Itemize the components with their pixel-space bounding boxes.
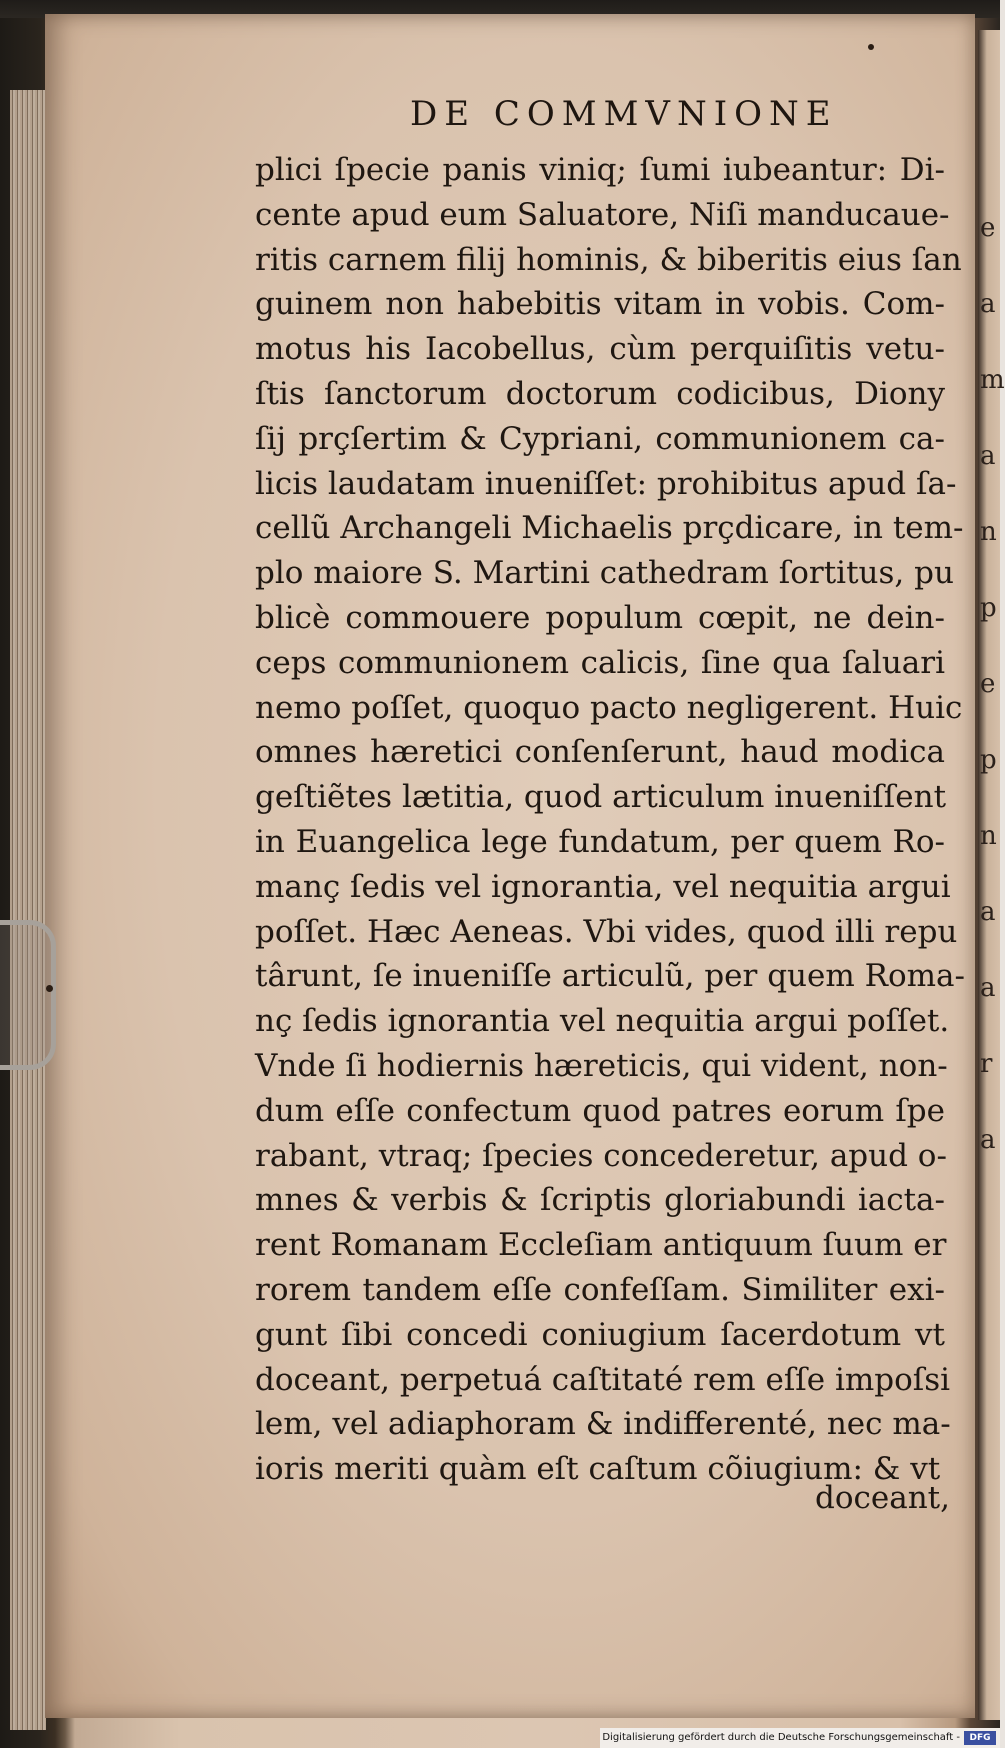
- ink-spot: [868, 44, 874, 50]
- text-line: omnes hæretici conſenſerunt, haud modica: [255, 734, 945, 771]
- facing-page-fragment: a: [980, 289, 996, 319]
- text-line: ritis carnem filij hominis, & biberitis eius ſan: [255, 241, 962, 278]
- text-line: ſij prçſertim & Cypriani, communionem ca-: [255, 420, 945, 457]
- facing-page-fragment: n: [980, 517, 997, 547]
- text-line: poſſet. Hæc Aeneas. Vbi vides, quod illi repu: [255, 913, 958, 950]
- running-head: DE COMMVNIONE: [410, 94, 838, 134]
- facing-page-fragment: e: [980, 669, 996, 699]
- text-line: guinem non habebitis vitam in vobis. Com-: [255, 286, 945, 323]
- text-line: nemo poſſet, quoquo pacto negligerent. Huic: [255, 689, 963, 726]
- facing-page-fragment: e: [980, 213, 996, 243]
- text-line: in Euangelica lege fundatum, per quem Ro-: [255, 823, 945, 860]
- text-line: lem, vel adiaphoram & indifferenté, nec ma-: [255, 1406, 951, 1443]
- book-clasp: [0, 920, 56, 1070]
- body-text: [255, 148, 965, 1492]
- text-line: târunt, ſe inueniſſe articulũ, per quem Roma-: [255, 958, 965, 995]
- facing-page-fragment: n: [980, 821, 997, 851]
- text-line: nç ſedis ignorantia vel nequitia argui poſſet.: [255, 1003, 950, 1040]
- facing-page-fragment: a: [980, 1125, 996, 1155]
- text-line: mnes & verbis & ſcriptis gloriabundi iacta-: [255, 1182, 945, 1219]
- facing-page-fragment: a: [980, 897, 996, 927]
- facing-page-fragment: r: [980, 1049, 993, 1079]
- ink-spot: [46, 985, 53, 992]
- book-page-edges: [10, 90, 46, 1730]
- text-line: cellũ Archangeli Michaelis prçdicare, in tem-: [255, 510, 964, 547]
- text-line: doceant, perpetuá caſtitaté rem eſſe impoſsi: [255, 1361, 951, 1398]
- text-line: plo maiore S. Martini cathedram ſortitus, pu: [255, 555, 954, 592]
- text-line: motus his Iacobellus, cùm perquiſitis vetu-: [255, 331, 945, 368]
- text-line: rent Romanam Eccleſiam antiquum ſuum er: [255, 1227, 947, 1264]
- text-line: manç ſedis vel ignorantia, vel nequitia argui: [255, 868, 951, 905]
- facing-page-fragment: m: [980, 365, 1005, 395]
- text-line: blicè commouere populum cœpit, ne dein-: [255, 599, 945, 636]
- text-line: dum eſſe confectum quod patres eorum ſpe: [255, 1092, 945, 1129]
- text-line: ſtis ſanctorum doctorum codicibus, Diony: [255, 375, 945, 412]
- text-line: rorem tandem eſſe confeſſam. Similiter exi-: [255, 1271, 945, 1308]
- facing-page-fragment: a: [980, 973, 996, 1003]
- dfg-logo: DFG: [964, 1731, 996, 1745]
- facing-page-fragment: p: [980, 593, 997, 623]
- text-line: cente apud eum Saluatore, Niſi manducaue-: [255, 196, 950, 233]
- facing-page-fragment: a: [980, 441, 996, 471]
- text-line: ceps communionem calicis, ſine qua ſaluari: [255, 644, 945, 681]
- text-line: plici ſpecie panis viniq; ſumi iubeantur: Di-: [255, 152, 945, 188]
- digitization-footer: [600, 1728, 1000, 1748]
- text-line: geſtiẽtes lætitia, quod articulum inueniſſent: [255, 779, 947, 816]
- text-line: Vnde ſi hodiernis hæreticis, qui vident, non-: [255, 1047, 948, 1084]
- text-line: gunt ſibi concedi coniugium ſacerdotum vt: [255, 1316, 945, 1353]
- catchword: doceant,: [815, 1480, 950, 1516]
- text-line: ioris meriti quàm eſt caſtum cõiugium: & vt: [255, 1451, 941, 1488]
- text-line: licis laudatam inueniſſet: prohibitus apud ſa-: [255, 465, 957, 502]
- footer-credit: Digitalisierung gefördert durch die Deutsche Forschungsgemeinschaft -: [602, 1732, 960, 1743]
- text-line: rabant, vtraq; ſpecies concederetur, apud o-: [255, 1137, 947, 1174]
- facing-page-text: [980, 190, 1005, 1178]
- facing-page-fragment: p: [980, 745, 997, 775]
